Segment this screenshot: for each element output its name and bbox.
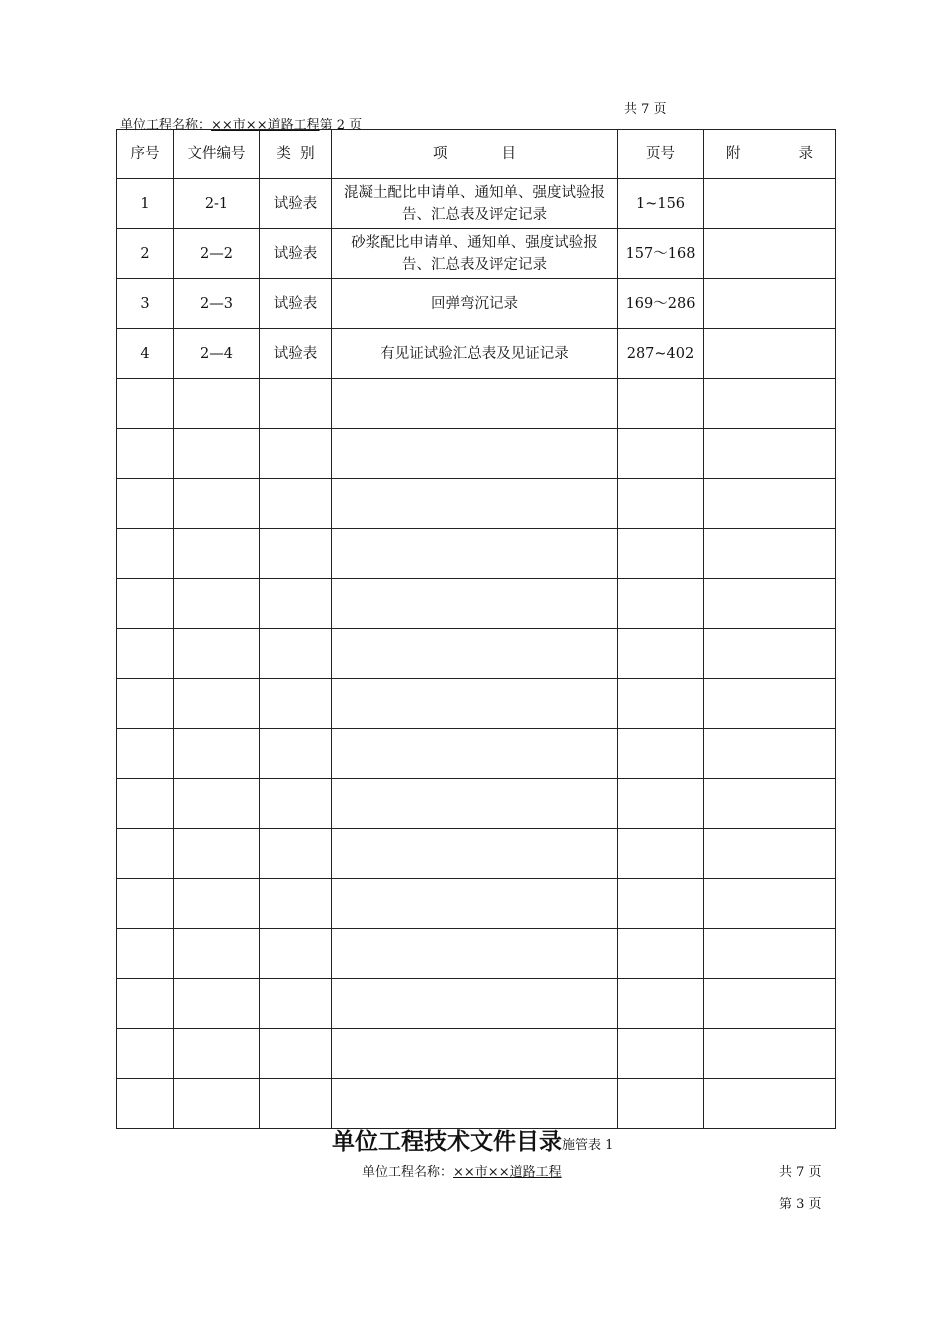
cell-item xyxy=(332,829,618,879)
total-pages: 共 7 页 xyxy=(624,102,667,117)
cell-category xyxy=(260,929,332,979)
cell-note xyxy=(704,229,836,279)
cell-pages xyxy=(618,479,704,529)
project-label: 单位工程名称： xyxy=(120,118,212,133)
cell-category xyxy=(260,979,332,1029)
cell-item xyxy=(332,779,618,829)
cell-code: 2—2 xyxy=(174,229,260,279)
cell-pages: 169～286 xyxy=(618,279,704,329)
cell-no: 1 xyxy=(117,179,174,229)
cell-pages xyxy=(618,929,704,979)
table-row xyxy=(117,829,836,879)
table-row xyxy=(117,529,836,579)
cell-note xyxy=(704,479,836,529)
table-row xyxy=(117,229,836,279)
table-row xyxy=(117,729,836,779)
table-row xyxy=(117,429,836,479)
cell-item xyxy=(332,429,618,479)
cell-note xyxy=(704,979,836,1029)
col-header-code: 文件编号 xyxy=(174,130,260,179)
cell-item xyxy=(332,629,618,679)
cell-item xyxy=(332,729,618,779)
cell-no xyxy=(117,879,174,929)
cell-code xyxy=(174,1029,260,1079)
cell-no xyxy=(117,829,174,879)
footer-project-line xyxy=(362,1161,562,1180)
cell-item xyxy=(332,529,618,579)
cell-category xyxy=(260,379,332,429)
cell-note xyxy=(704,579,836,629)
cell-no xyxy=(117,1029,174,1079)
col-header-note-left: 附 xyxy=(726,146,741,162)
cell-item xyxy=(332,479,618,529)
table-row xyxy=(117,479,836,529)
cell-pages xyxy=(618,429,704,479)
table-row xyxy=(117,1029,836,1079)
table-row xyxy=(117,329,836,379)
cell-note xyxy=(704,329,836,379)
cell-no xyxy=(117,1079,174,1129)
cell-category: 试验表 xyxy=(260,279,332,329)
col-header-note xyxy=(704,130,836,179)
cell-code xyxy=(174,979,260,1029)
cell-code xyxy=(174,429,260,479)
col-header-note-right: 录 xyxy=(798,146,813,162)
cell-no xyxy=(117,579,174,629)
cell-no xyxy=(117,429,174,479)
cell-no xyxy=(117,979,174,1029)
cell-category: 试验表 xyxy=(260,179,332,229)
cell-no xyxy=(117,679,174,729)
cell-code: 2—3 xyxy=(174,279,260,329)
cell-pages: 287~402 xyxy=(618,329,704,379)
cell-item xyxy=(332,1079,618,1129)
col-header-no: 序号 xyxy=(117,130,174,179)
cell-note xyxy=(704,529,836,579)
catalog-table xyxy=(116,129,836,1129)
cell-pages xyxy=(618,1079,704,1129)
table-body xyxy=(117,179,836,1129)
table-row xyxy=(117,979,836,1029)
table-row xyxy=(117,1079,836,1129)
cell-note xyxy=(704,729,836,779)
cell-code xyxy=(174,879,260,929)
cell-pages xyxy=(618,829,704,879)
cell-pages xyxy=(618,379,704,429)
cell-note xyxy=(704,1079,836,1129)
cell-code: 2—4 xyxy=(174,329,260,379)
cell-pages: 1~156 xyxy=(618,179,704,229)
cell-note xyxy=(704,379,836,429)
cell-note xyxy=(704,1029,836,1079)
col-header-item-right: 目 xyxy=(501,146,516,162)
cell-item xyxy=(332,879,618,929)
page-number: 第 2 页 xyxy=(319,118,363,133)
table-row xyxy=(117,579,836,629)
footer-total-pages: 共 7 页 xyxy=(779,1165,822,1180)
cell-no xyxy=(117,929,174,979)
cell-item xyxy=(332,379,618,429)
cell-no xyxy=(117,479,174,529)
cell-code xyxy=(174,829,260,879)
cell-category xyxy=(260,579,332,629)
table-row xyxy=(117,929,836,979)
cell-no: 2 xyxy=(117,229,174,279)
col-header-category: 类 别 xyxy=(260,130,332,179)
cell-pages xyxy=(618,579,704,629)
cell-category xyxy=(260,679,332,729)
cell-item: 砂浆配比申请单、通知单、强度试验报告、汇总表及评定记录 xyxy=(332,229,618,279)
cell-item xyxy=(332,979,618,1029)
cell-pages xyxy=(618,879,704,929)
cell-pages xyxy=(618,529,704,579)
cell-no xyxy=(117,779,174,829)
cell-no: 3 xyxy=(117,279,174,329)
cell-note xyxy=(704,679,836,729)
table-row xyxy=(117,679,836,729)
cell-no xyxy=(117,629,174,679)
cell-category xyxy=(260,1079,332,1129)
cell-note xyxy=(704,779,836,829)
cell-note xyxy=(704,929,836,979)
cell-category xyxy=(260,1029,332,1079)
cell-category xyxy=(260,629,332,679)
cell-code xyxy=(174,929,260,979)
footer-project-label: 单位工程名称： xyxy=(362,1165,454,1180)
cell-no xyxy=(117,529,174,579)
cell-note xyxy=(704,829,836,879)
cell-category: 试验表 xyxy=(260,229,332,279)
cell-code xyxy=(174,529,260,579)
cell-note xyxy=(704,179,836,229)
table-row xyxy=(117,179,836,229)
cell-no xyxy=(117,379,174,429)
cell-code: 2-1 xyxy=(174,179,260,229)
cell-pages xyxy=(618,979,704,1029)
cell-pages xyxy=(618,1029,704,1079)
cell-category xyxy=(260,479,332,529)
cell-no: 4 xyxy=(117,329,174,379)
table-row xyxy=(117,879,836,929)
document-title: 单位工程技术文件目录 xyxy=(332,1129,562,1155)
table-row xyxy=(117,629,836,679)
cell-pages xyxy=(618,679,704,729)
col-header-item xyxy=(332,130,618,179)
footer-title-line xyxy=(332,1123,613,1156)
cell-category xyxy=(260,879,332,929)
cell-code xyxy=(174,379,260,429)
col-header-item-left: 项 xyxy=(433,146,448,162)
cell-item xyxy=(332,1029,618,1079)
cell-item xyxy=(332,579,618,629)
cell-category xyxy=(260,729,332,779)
cell-code xyxy=(174,1079,260,1129)
cell-code xyxy=(174,729,260,779)
cell-item xyxy=(332,679,618,729)
table-row xyxy=(117,379,836,429)
table-row xyxy=(117,279,836,329)
form-tag: 施管表 1 xyxy=(562,1138,614,1153)
cell-code xyxy=(174,629,260,679)
cell-note xyxy=(704,279,836,329)
cell-code xyxy=(174,579,260,629)
col-header-pages: 页号 xyxy=(618,130,704,179)
cell-item: 混凝土配比申请单、通知单、强度试验报告、汇总表及评定记录 xyxy=(332,179,618,229)
table-header-row xyxy=(117,130,836,179)
cell-code xyxy=(174,479,260,529)
cell-pages xyxy=(618,629,704,679)
footer-project-name: ××市××道路工程 xyxy=(453,1165,562,1180)
cell-category xyxy=(260,529,332,579)
cell-pages xyxy=(618,729,704,779)
cell-pages: 157～168 xyxy=(618,229,704,279)
cell-no xyxy=(117,729,174,779)
cell-item xyxy=(332,929,618,979)
cell-category: 试验表 xyxy=(260,329,332,379)
project-name: ××市××道路工程 xyxy=(211,118,320,133)
cell-pages xyxy=(618,779,704,829)
cell-code xyxy=(174,779,260,829)
cell-item: 有见证试验汇总表及见证记录 xyxy=(332,329,618,379)
footer-page-number: 第 3 页 xyxy=(779,1197,822,1212)
cell-category xyxy=(260,429,332,479)
cell-code xyxy=(174,679,260,729)
cell-note xyxy=(704,629,836,679)
cell-category xyxy=(260,829,332,879)
cell-item: 回弹弯沉记录 xyxy=(332,279,618,329)
cell-note xyxy=(704,879,836,929)
cell-category xyxy=(260,779,332,829)
table-row xyxy=(117,779,836,829)
cell-note xyxy=(704,429,836,479)
